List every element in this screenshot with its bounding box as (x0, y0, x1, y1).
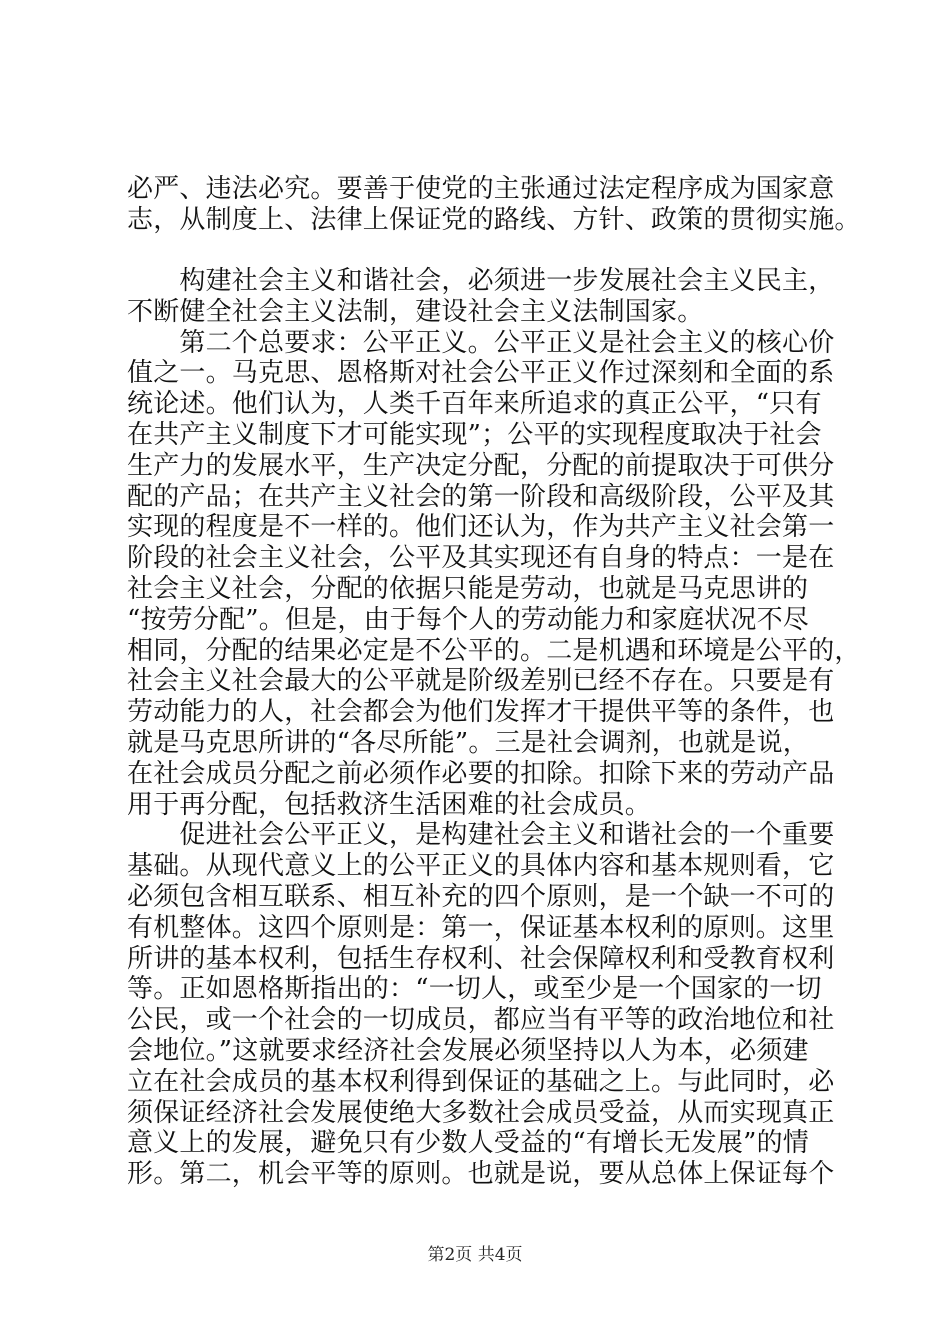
text-line: 统论述。他们认为，人类千百年来所追求的真正公平，“只有 (127, 389, 822, 420)
text-line: 构建社会主义和谐社会，必须进一步发展社会主义民主， (127, 266, 835, 296)
text-line: 会地位。”这就要求经济社会发展必须坚持以人为本，必须建 (127, 1035, 809, 1066)
text-line: 所讲的基本权利，包括生存权利、社会保障权利和受教育权利 (127, 943, 835, 974)
text-line: 基础。从现代意义上的公平正义的具体内容和基本规则看，它 (127, 851, 835, 882)
text-line: 不断健全社会主义法制，建设社会主义法制国家。 (127, 296, 704, 327)
text-line: 用于再分配，包括救济生活困难的社会成员。 (127, 789, 652, 820)
text-line: 必须包含相互联系、相互补充的四个原则，是一个缺一不可的 (127, 881, 835, 912)
text-line: 在共产主义制度下才可能实现”；公平的实现程度取决于社会 (127, 419, 822, 450)
page-number-footer: 第2页 共4页 (427, 1245, 523, 1265)
text-line: 阶段的社会主义社会，公平及其实现还有自身的特点：一是在 (127, 543, 835, 574)
text-line: 公民，或一个社会的一切成员，都应当有平等的政治地位和社 (127, 1005, 835, 1036)
text-line: “按劳分配”。但是，由于每个人的劳动能力和家庭状况不尽 (127, 604, 809, 635)
text-line: 等。正如恩格斯指出的：“一切人，或至少是一个国家的一切 (127, 974, 822, 1005)
text-line: 社会主义社会，分配的依据只能是劳动，也就是马克思讲的 (127, 573, 809, 604)
text-line: 必严、违法必究。要善于使党的主张通过法定程序成为国家意 (127, 174, 835, 204)
text-line: 须保证经济社会发展使绝大多数社会成员受益，从而实现真正 (127, 1097, 835, 1128)
text-line: 劳动能力的人，社会都会为他们发挥才干提供平等的条件，也 (127, 697, 835, 728)
text-line: 形。第二，机会平等的原则。也就是说，要从总体上保证每个 (127, 1159, 835, 1190)
text-line: 第二个总要求：公平正义。公平正义是社会主义的核心价 (127, 327, 835, 358)
body-text (127, 266, 861, 1190)
text-line: 促进社会公平正义，是构建社会主义和谐社会的一个重要 (127, 820, 835, 851)
text-line: 立在社会成员的基本权利得到保证的基础之上。与此同时，必 (127, 1066, 835, 1097)
text-line: 有机整体。这四个原则是：第一，保证基本权利的原则。这里 (127, 912, 835, 943)
text-line: 配的产品；在共产主义社会的第一阶段和高级阶段，公平及其 (127, 481, 835, 512)
text-line: 社会主义社会最大的公平就是阶级差别已经不存在。只要是有 (127, 666, 835, 697)
text-line: 在社会成员分配之前必须作必要的扣除。扣除下来的劳动产品 (127, 758, 835, 789)
text-line: 意义上的发展，避免只有少数人受益的“有增长无发展”的情 (127, 1128, 809, 1159)
text-line: 志，从制度上、法律上保证党的路线、方针、政策的贯彻实施。 (127, 204, 861, 235)
text-line: 就是马克思所讲的“各尽所能”。三是社会调剂，也就是说， (127, 727, 809, 758)
text-line: 相同，分配的结果必定是不公平的。二是机遇和环境是公平的， (127, 635, 861, 666)
intro-paragraph (127, 174, 861, 236)
text-line: 值之一。马克思、恩格斯对社会公平正义作过深刻和全面的系 (127, 358, 835, 389)
text-line: 生产力的发展水平，生产决定分配，分配的前提取决于可供分 (127, 450, 835, 481)
text-line: 实现的程度是不一样的。他们还认为，作为共产主义社会第一 (127, 512, 835, 543)
